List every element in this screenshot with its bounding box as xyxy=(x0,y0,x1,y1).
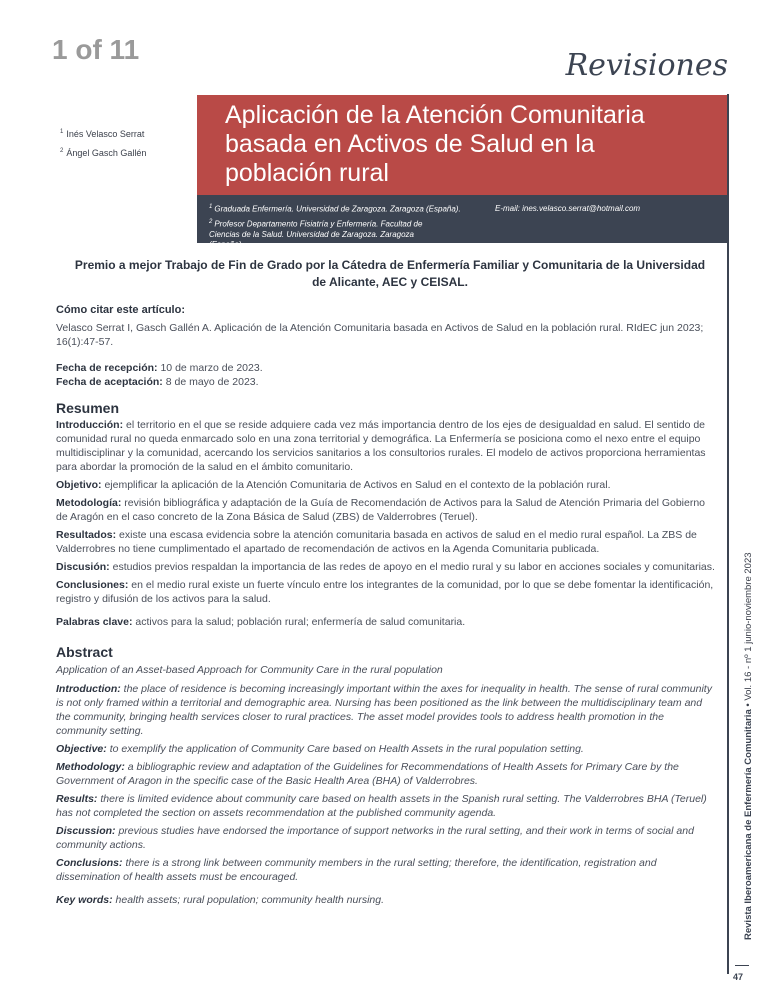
page-number: 47 xyxy=(733,972,744,982)
abstract-results: Results: there is limited evidence about community care based on health assets in the Spanish rural setting. The Valderrobres BHA (Teruel) has not completed the section on assets recommendation at the published community agenda. xyxy=(56,793,707,819)
abstract-objective: Objective: to exemplify the application of Community Care based on Health Assets in the rural population setting. xyxy=(56,743,584,755)
author-2: $^2$ Ángel Gasch Gallén xyxy=(60,148,147,158)
resumen-resultados: Resultados: existe una escasa evidencia sobre la atención comunitaria basada en activos de salud en el medio rural español. La ZBS de Valderrobres no tiene cumplimentado el apartado de recomendación de activos en la Agenda Comunitaria publicada. xyxy=(56,529,697,555)
author-list xyxy=(60,124,146,162)
resumen-introduccion: Introducción: el territorio en el que se reside adquiere cada vez más importancia dentro de los ejes de desigualdad en salud. El sentido de comunidad rural no queda enmarcado solo en una zona territorial y demográfica. La Enfermería se posiciona como el nexo entre el equipo multidisciplinar y la comunidad, acercando los servicios sanitarios a los consultorios rurales. El modelo de activos proporciona herramientas para abordar la promoción de la salud en el ámbito comunitario. xyxy=(56,419,706,473)
citation-text: Velasco Serrat I, Gasch Gallén A. Aplicación de la Atención Comunitaria basada en Activos de Salud en la población rural. RIdEC jun 2023; 16(1):47-57. xyxy=(56,322,704,348)
abstract-conclusions: Conclusions: there is a strong link between community members in the rural setting; therefore, the identification, registration and dissemination of health assets must be encouraged. xyxy=(56,857,657,883)
article-body xyxy=(56,303,716,907)
author-1: $^1$ Inés Velasco Serrat xyxy=(60,129,145,139)
abstract-discussion: Discussion: previous studies have endorsed the importance of support networks in the rural setting, and their work in terms of social and community actions. xyxy=(56,825,694,851)
title-banner xyxy=(197,95,727,195)
resumen-heading: Resumen xyxy=(56,400,120,416)
accepted-date: Fecha de aceptación: 8 de mayo de 2023. xyxy=(56,376,259,388)
journal-issue: Vol. 16 - nº 1 junio-noviembre 2023 xyxy=(743,552,754,701)
journal-sidebar xyxy=(743,552,754,940)
abstract-introduction: Introduction: the place of residence is becoming increasingly important within the axes for inequality in health. The sense of rural community is not only framed within a territorial and demographic area. Nursing has been positioned as the link between the multidisciplinary team and the community, bringing health services closer to rural practices. The asset model provides tools to address health promotion in the community setting. xyxy=(56,683,712,737)
affiliations-banner xyxy=(197,195,727,249)
section-label: Revisiones xyxy=(565,48,728,83)
citation-heading: Cómo citar este artículo: xyxy=(56,304,185,316)
palabras-clave: Palabras clave: activos para la salud; población rural; enfermería de salud comunitaria. xyxy=(56,616,466,628)
affiliation-2: $^2$ Profesor Departamento Fisiatría y Enfermería. Facultad de Ciencias de la Salud. Universidad de Zaragoza. Zaragoza (España). xyxy=(209,219,423,249)
received-date: Fecha de recepción: 10 de marzo de 2023. xyxy=(56,362,263,374)
journal-bullet: • xyxy=(743,703,754,707)
resumen-metodologia: Metodología: revisión bibliográfica y adaptación de la Guía de Recomendación de Activos para la Salud de Atención Primaria del Gobierno de Aragón en el caso concreto de la Zona Básica de Salud (ZBS) de Valderrobres (Teruel). xyxy=(56,497,706,523)
page-number-rule xyxy=(735,965,749,966)
abstract-body xyxy=(56,682,716,907)
key-words: Key words: health assets; rural population; community health nursing. xyxy=(56,894,385,906)
award-note: Premio a mejor Trabajo de Fin de Grado por la Cátedra de Enfermería Familiar y Comunitaria de la Universidad de Alicante, AEC y CEISAL. xyxy=(74,258,706,289)
author-email: E-mail: ines.velasco.serrat@hotmail.com xyxy=(495,204,641,213)
affiliation-1: $^1$ Graduada Enfermería. Universidad de Zaragoza. Zaragoza (España). xyxy=(209,204,461,214)
resumen-discusion: Discusión: estudios previos respaldan la importancia de las redes de apoyo en el medio rural y su labor en acciones sociales y comunitarias. xyxy=(56,561,715,573)
abstract-methodology: Methodology: a bibliographic review and adaptation of the Guidelines for Recommendations of Health Assets for Primary Care by the Government of Aragon in the specific case of the Basic Health Area (BHA) of Valderrobres. xyxy=(56,761,679,787)
resumen-objetivo: Objetivo: ejemplificar la aplicación de la Atención Comunitaria de Activos en Salud en el contexto de la población rural. xyxy=(56,479,611,491)
abstract-subtitle: Application of an Asset-based Approach for Community Care in the rural population xyxy=(56,664,443,676)
article-title: Aplicación de la Atención Comunitaria basada en Activos de Salud en la población rural xyxy=(225,101,645,187)
page-counter: 1 of 11 xyxy=(52,34,140,65)
abstract-heading: Abstract xyxy=(56,644,113,660)
journal-name: Revista Iberoamericana de Enfermería Comunitaria xyxy=(743,709,754,940)
resumen-conclusiones: Conclusiones: en el medio rural existe un fuerte vínculo entre los integrantes de la comunidad, por lo que se debe fomentar la identificación, registro y difusión de los activos para la salud. xyxy=(56,579,714,605)
margin-rule xyxy=(727,94,729,974)
